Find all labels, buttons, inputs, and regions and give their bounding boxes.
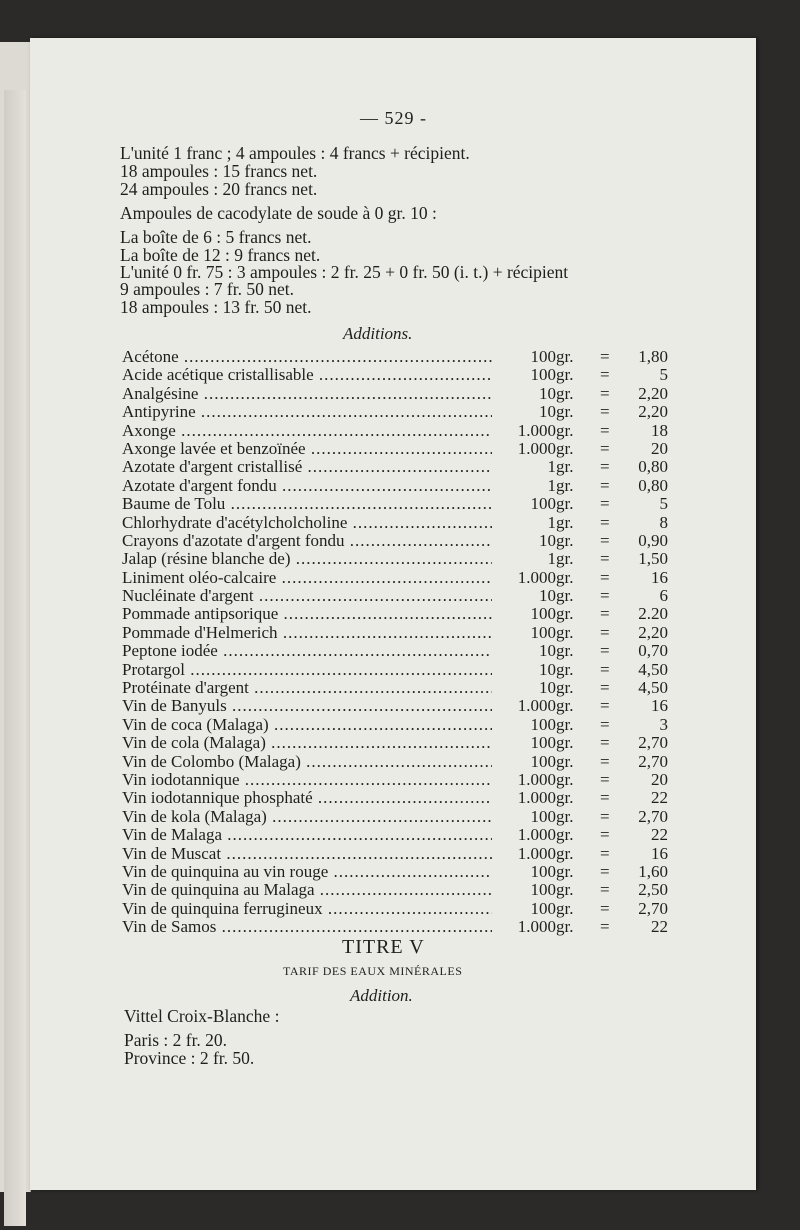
item-quantity: 100 xyxy=(496,605,556,623)
item-name: Vin de Samos ..... xyxy=(122,918,492,936)
item-unit: gr. xyxy=(556,475,574,495)
item-quantity: 1.000 xyxy=(496,845,556,863)
table-row xyxy=(122,826,682,844)
equals-sign: = xyxy=(600,402,610,422)
item-name: Acide acétique cristallisable ..... xyxy=(122,366,492,384)
equals-sign: = xyxy=(600,751,610,771)
item-unit: gr. xyxy=(556,494,574,514)
table-row xyxy=(122,532,682,550)
item-unit: gr. xyxy=(556,567,574,587)
equals-sign: = xyxy=(600,494,610,514)
item-unit: gr. xyxy=(556,604,574,624)
item-unit: gr. xyxy=(556,825,574,845)
item-name: Vin de Muscat ..... xyxy=(122,845,492,863)
equals-sign: = xyxy=(600,843,610,863)
item-unit: gr. xyxy=(556,898,574,918)
item-price: 8 xyxy=(659,512,668,532)
item-unit: gr. xyxy=(556,843,574,863)
equals-sign: = xyxy=(600,659,610,679)
table-row xyxy=(122,808,682,826)
table-row xyxy=(122,881,682,899)
item-unit: gr. xyxy=(556,383,574,403)
item-quantity: 1.000 xyxy=(496,771,556,789)
equals-sign: = xyxy=(600,788,610,808)
item-name: Axonge ..... xyxy=(122,422,492,440)
equals-sign: = xyxy=(600,604,610,624)
equals-sign: = xyxy=(600,641,610,661)
item-quantity: 1 xyxy=(496,514,556,532)
item-unit: gr. xyxy=(556,402,574,422)
table-row xyxy=(122,587,682,605)
item-unit: gr. xyxy=(556,530,574,550)
equals-sign: = xyxy=(600,880,610,900)
document-page xyxy=(30,38,756,1190)
item-price: 2,70 xyxy=(638,898,668,918)
table-row xyxy=(122,348,682,366)
item-unit: gr. xyxy=(556,714,574,734)
item-unit: gr. xyxy=(556,659,574,679)
item-quantity: 1 xyxy=(496,477,556,495)
item-quantity: 100 xyxy=(496,734,556,752)
item-unit: gr. xyxy=(556,678,574,698)
item-name: Chlorhydrate d'acétylcholcholine ..... xyxy=(122,514,492,532)
table-row xyxy=(122,495,682,513)
item-price: 2,20 xyxy=(638,622,668,642)
additions-heading: Additions. xyxy=(343,324,413,343)
footer-line: Paris : 2 fr. 20. xyxy=(124,1030,228,1050)
equals-sign: = xyxy=(600,861,610,881)
item-name: Vin iodotannique phosphaté ..... xyxy=(122,789,492,807)
item-price: 1,60 xyxy=(638,861,668,881)
item-unit: gr. xyxy=(556,641,574,661)
tarif-heading: TARIF DES EAUX MINÉRALES xyxy=(283,964,463,978)
item-quantity: 1.000 xyxy=(496,569,556,587)
item-unit: gr. xyxy=(556,420,574,440)
item-price: 5 xyxy=(659,365,668,385)
item-price: 0,80 xyxy=(638,475,668,495)
equals-sign: = xyxy=(600,457,610,477)
item-quantity: 100 xyxy=(496,495,556,513)
left-page-shadow xyxy=(4,90,26,1226)
item-quantity: 1.000 xyxy=(496,789,556,807)
item-quantity: 100 xyxy=(496,863,556,881)
item-name: Vin de quinquina au Malaga ..... xyxy=(122,881,492,899)
table-row xyxy=(122,918,682,936)
item-name: Vin de quinquina au vin rouge ..... xyxy=(122,863,492,881)
additions-table xyxy=(122,348,682,937)
table-row xyxy=(122,716,682,734)
item-name: Liniment oléo-calcaire ..... xyxy=(122,569,492,587)
equals-sign: = xyxy=(600,365,610,385)
item-quantity: 10 xyxy=(496,532,556,550)
table-row xyxy=(122,734,682,752)
table-row xyxy=(122,605,682,623)
item-unit: gr. xyxy=(556,586,574,606)
item-name: Protéinate d'argent ..... xyxy=(122,679,492,697)
item-price: 1,80 xyxy=(638,347,668,366)
equals-sign: = xyxy=(600,696,610,716)
item-quantity: 1.000 xyxy=(496,440,556,458)
footer-line: Vittel Croix-Blanche : xyxy=(124,1006,280,1026)
item-price: 2,50 xyxy=(638,880,668,900)
item-quantity: 100 xyxy=(496,348,556,366)
intro-line: La boîte de 6 : 5 francs net. xyxy=(120,227,312,247)
intro-line: 18 ampoules : 13 fr. 50 net. xyxy=(120,297,312,317)
item-quantity: 1.000 xyxy=(496,422,556,440)
item-price: 20 xyxy=(651,769,668,789)
item-quantity: 10 xyxy=(496,661,556,679)
item-unit: gr. xyxy=(556,880,574,900)
item-quantity: 100 xyxy=(496,753,556,771)
item-price: 2.20 xyxy=(638,604,668,624)
item-quantity: 10 xyxy=(496,587,556,605)
item-unit: gr. xyxy=(556,861,574,881)
equals-sign: = xyxy=(600,898,610,918)
item-quantity: 1.000 xyxy=(496,697,556,715)
equals-sign: = xyxy=(600,420,610,440)
equals-sign: = xyxy=(600,769,610,789)
intro-line: Ampoules de cacodylate de soude à 0 gr. 10 : xyxy=(120,203,437,223)
item-quantity: 100 xyxy=(496,808,556,826)
item-price: 18 xyxy=(651,420,668,440)
item-price: 22 xyxy=(651,917,668,937)
table-row xyxy=(122,550,682,568)
equals-sign: = xyxy=(600,917,610,937)
item-name: Analgésine ..... xyxy=(122,385,492,403)
item-name: Vin iodotannique ..... xyxy=(122,771,492,789)
equals-sign: = xyxy=(600,567,610,587)
item-price: 2,20 xyxy=(638,402,668,422)
table-row xyxy=(122,697,682,715)
item-name: Baume de Tolu ..... xyxy=(122,495,492,513)
item-quantity: 10 xyxy=(496,679,556,697)
table-row xyxy=(122,422,682,440)
item-quantity: 100 xyxy=(496,900,556,918)
table-row xyxy=(122,569,682,587)
equals-sign: = xyxy=(600,586,610,606)
item-quantity: 1.000 xyxy=(496,918,556,936)
equals-sign: = xyxy=(600,733,610,753)
equals-sign: = xyxy=(600,383,610,403)
table-row xyxy=(122,845,682,863)
item-name: Protargol ..... xyxy=(122,661,492,679)
item-unit: gr. xyxy=(556,769,574,789)
item-unit: gr. xyxy=(556,512,574,532)
item-quantity: 1.000 xyxy=(496,826,556,844)
item-price: 4,50 xyxy=(638,659,668,679)
left-page-edge xyxy=(0,42,31,1192)
item-unit: gr. xyxy=(556,438,574,458)
intro-line: La boîte de 12 : 9 francs net. xyxy=(120,245,321,265)
equals-sign: = xyxy=(600,347,610,366)
table-row xyxy=(122,514,682,532)
item-name: Crayons d'azotate d'argent fondu ..... xyxy=(122,532,492,550)
item-quantity: 10 xyxy=(496,385,556,403)
item-quantity: 100 xyxy=(496,624,556,642)
item-name: Acétone ..... xyxy=(122,348,492,366)
item-unit: gr. xyxy=(556,917,574,937)
footer-line: Province : 2 fr. 50. xyxy=(124,1048,255,1068)
intro-line: 24 ampoules : 20 francs net. xyxy=(120,179,318,199)
titre-heading: TITRE V xyxy=(342,936,425,958)
item-quantity: 10 xyxy=(496,642,556,660)
addition-heading: Addition. xyxy=(350,986,413,1005)
item-quantity: 1 xyxy=(496,458,556,476)
table-row xyxy=(122,679,682,697)
item-price: 1,50 xyxy=(638,549,668,569)
table-row xyxy=(122,385,682,403)
item-price: 2,20 xyxy=(638,383,668,403)
item-price: 0,80 xyxy=(638,457,668,477)
intro-line: L'unité 1 franc ; 4 ampoules : 4 francs + récipient. xyxy=(120,143,470,163)
item-unit: gr. xyxy=(556,347,574,366)
item-price: 2,70 xyxy=(638,751,668,771)
item-name: Pommade d'Helmerich ..... xyxy=(122,624,492,642)
item-name: Vin de coca (Malaga) ..... xyxy=(122,716,492,734)
item-price: 0,70 xyxy=(638,641,668,661)
item-price: 4,50 xyxy=(638,678,668,698)
equals-sign: = xyxy=(600,806,610,826)
equals-sign: = xyxy=(600,530,610,550)
item-price: 5 xyxy=(659,494,668,514)
item-price: 20 xyxy=(651,438,668,458)
item-name: Vin de quinquina ferrugineux ..... xyxy=(122,900,492,918)
table-row xyxy=(122,477,682,495)
item-price: 22 xyxy=(651,788,668,808)
table-row xyxy=(122,458,682,476)
page-number: — 529 - xyxy=(360,108,427,128)
item-unit: gr. xyxy=(556,696,574,716)
item-name: Nucléinate d'argent ..... xyxy=(122,587,492,605)
table-row xyxy=(122,771,682,789)
table-row xyxy=(122,366,682,384)
item-unit: gr. xyxy=(556,365,574,385)
item-quantity: 100 xyxy=(496,366,556,384)
item-unit: gr. xyxy=(556,622,574,642)
intro-line: 18 ampoules : 15 francs net. xyxy=(120,161,318,181)
item-unit: gr. xyxy=(556,733,574,753)
item-price: 16 xyxy=(651,696,668,716)
equals-sign: = xyxy=(600,714,610,734)
item-unit: gr. xyxy=(556,751,574,771)
item-price: 0,90 xyxy=(638,530,668,550)
table-row xyxy=(122,661,682,679)
item-price: 6 xyxy=(659,586,668,606)
item-name: Vin de Malaga ..... xyxy=(122,826,492,844)
intro-line: L'unité 0 fr. 75 : 3 ampoules : 2 fr. 25 + 0 fr. 50 (i. t.) + récipient xyxy=(120,262,569,282)
table-row xyxy=(122,403,682,421)
item-name: Peptone iodée ..... xyxy=(122,642,492,660)
item-price: 16 xyxy=(651,843,668,863)
item-price: 2,70 xyxy=(638,806,668,826)
item-price: 2,70 xyxy=(638,733,668,753)
item-unit: gr. xyxy=(556,457,574,477)
item-price: 22 xyxy=(651,825,668,845)
item-name: Azotate d'argent fondu ..... xyxy=(122,477,492,495)
equals-sign: = xyxy=(600,825,610,845)
equals-sign: = xyxy=(600,622,610,642)
table-row xyxy=(122,753,682,771)
table-row xyxy=(122,789,682,807)
table-row xyxy=(122,863,682,881)
item-name: Vin de Banyuls ..... xyxy=(122,697,492,715)
item-unit: gr. xyxy=(556,806,574,826)
intro-line: 9 ampoules : 7 fr. 50 net. xyxy=(120,279,295,299)
table-row xyxy=(122,440,682,458)
item-name: Antipyrine ..... xyxy=(122,403,492,421)
item-unit: gr. xyxy=(556,788,574,808)
table-row xyxy=(122,624,682,642)
item-unit: gr. xyxy=(556,549,574,569)
item-name: Vin de Colombo (Malaga) ..... xyxy=(122,753,492,771)
table-row xyxy=(122,642,682,660)
item-price: 3 xyxy=(659,714,668,734)
table-row xyxy=(122,900,682,918)
item-name: Jalap (résine blanche de) ..... xyxy=(122,550,492,568)
item-quantity: 100 xyxy=(496,716,556,734)
item-quantity: 10 xyxy=(496,403,556,421)
equals-sign: = xyxy=(600,438,610,458)
item-quantity: 1 xyxy=(496,550,556,568)
item-name: Vin de cola (Malaga) ..... xyxy=(122,734,492,752)
item-price: 16 xyxy=(651,567,668,587)
item-name: Pommade antipsorique ..... xyxy=(122,605,492,623)
item-quantity: 100 xyxy=(496,881,556,899)
item-name: Azotate d'argent cristallisé ..... xyxy=(122,458,492,476)
equals-sign: = xyxy=(600,512,610,532)
item-name: Vin de kola (Malaga) ..... xyxy=(122,808,492,826)
equals-sign: = xyxy=(600,549,610,569)
equals-sign: = xyxy=(600,678,610,698)
item-name: Axonge lavée et benzoïnée ..... xyxy=(122,440,492,458)
equals-sign: = xyxy=(600,475,610,495)
